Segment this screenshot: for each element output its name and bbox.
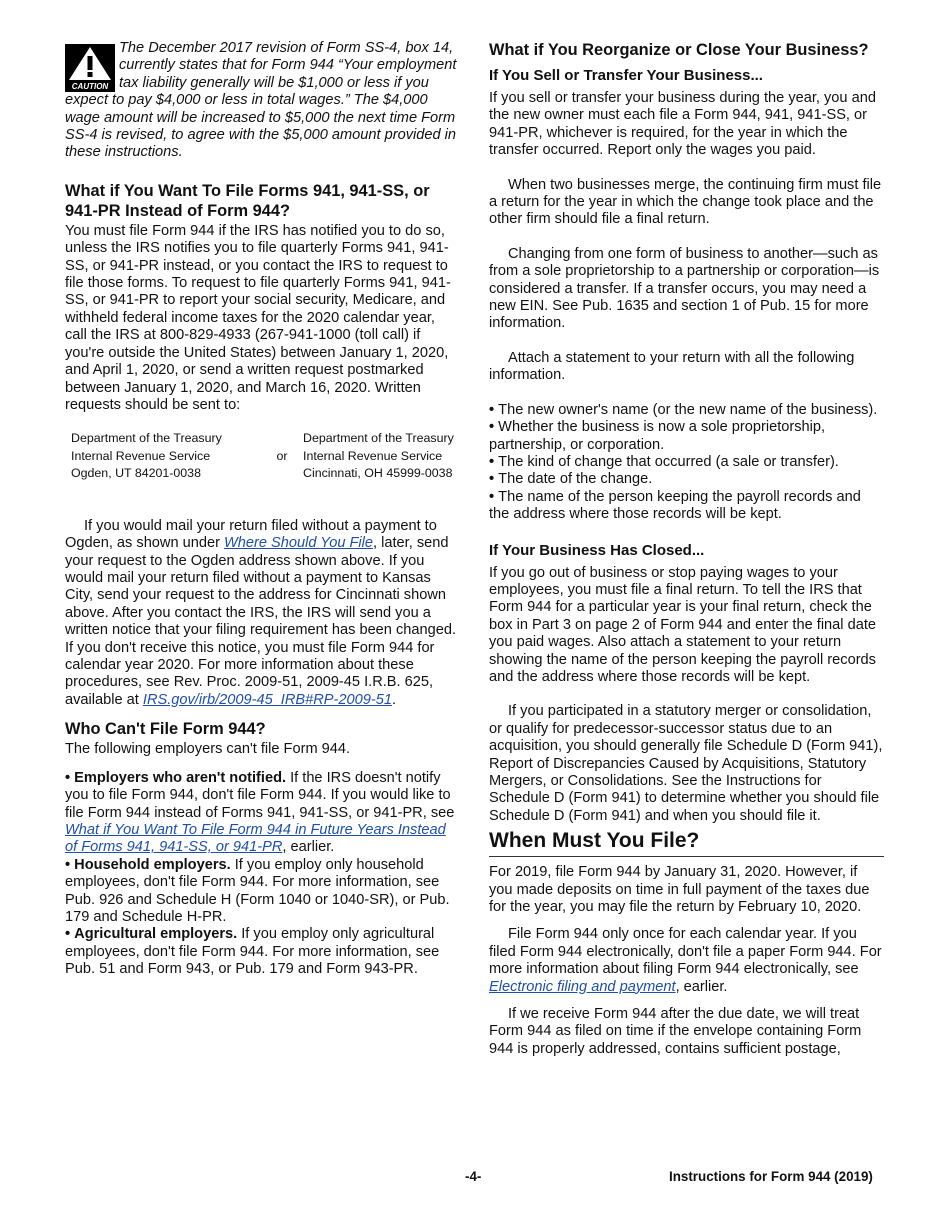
list-item: • Whether the business is now a sole proprietorship, partnership, or corporation. [489, 419, 884, 454]
footer-title: Instructions for Form 944 (2019) [669, 1169, 873, 1184]
paragraph: For 2019, file Form 944 by January 31, 2020. However, if you made deposits on time in full payment of the taxes due for the year, you may file the return by February 10, 2020. [489, 864, 870, 916]
info-list [489, 402, 884, 524]
section-heading-who-cant-file: Who Can't File Form 944? [65, 720, 266, 739]
list-item: • The new owner's name (or the new name of the business). [489, 402, 884, 419]
caution-text: The December 2017 revision of Form SS-4, box 14, currently states that for Form 944 “Your employment tax liability generally will be $1,000 or less if you expect to pay $4,000 or less in total wages.” The $4,000 wage amount will be increased to $5,000 the next time Form SS-4 is revised, to agree with the $5,000 amount provided in these instructions. [65, 40, 457, 161]
file-form-944-future-years-link[interactable]: What if You Want To File Form 944 in Future Years Instead of Forms 941, 941-SS, or 941-PR [65, 821, 446, 856]
list-item: • Household employers. If you employ only household employees, don't file Form 944. For more information, see Pub. 926 and Schedule H (Form 1040 or 1040-SR), or Pub. 179 and Schedule H-PR. [65, 857, 460, 927]
paragraph: The following employers can't file Form 944. [65, 741, 351, 758]
paragraph: Attach a statement to your return with all the following information. [489, 349, 855, 384]
irs-irb-link[interactable]: IRS.gov/irb/2009-45_IRB#RP-2009-51 [142, 691, 392, 708]
list-item: • The date of the change. [489, 471, 884, 488]
section-heading-when-file: When Must You File? [489, 828, 884, 857]
left-column [65, 40, 460, 979]
paragraph: If you participated in a statutory merger or consolidation, or qualify for predecessor-successor status due to an acquisition, you should generally file Schedule D (Form 941), Report of Discrepancies Caused by Acquisitions, Statutory Mergers, or Consolidations. See the Instructions for Schedule D (Form 941) to determine whether you should file Schedule D (Form 941) and when you should file it. [489, 703, 883, 824]
address-or: or [276, 448, 288, 463]
list-item: • Employers who aren't notified. If the IRS doesn't notify you to file Form 944, don't file Form 944. If you would like to file Form 944 instead of Forms 941, 941-SS, or 941-PR, see What if You Want To File Form 944 in Future Years Instead of Forms 941, 941-SS, or 941-PR, earlier. [65, 770, 460, 857]
caution-label: CAUTION [71, 82, 109, 91]
address-ogden: Department of the Treasury Internal Revenue Service Ogden, UT 84201-0038 [71, 431, 222, 481]
paragraph: If you would mail your return filed without a payment to Ogden, as shown under Where Should You File, later, send your request to the Ogden address shown above. If you would mail your return filed without a payment to Kansas City, send your request to the address for Cincinnati shown above. After you contact the IRS, the IRS will send you a written notice that your filing requirement has been changed. If you don't receive this notice, you must file Form 944 for calendar year 2020. For more information about these procedures, see Rev. Proc. 2009-51, 2009-45 I.R.B. 625, available at IRS.gov/irb/2009-45_IRB#RP-2009-51. [65, 517, 457, 708]
section-heading-file-941: What if You Want To File Forms 941, 941-SS, or 941-PR Instead of Form 944? [65, 181, 430, 220]
list-item: • The kind of change that occurred (a sale or transfer). [489, 454, 884, 471]
where-should-you-file-link[interactable]: Where Should You File [224, 535, 374, 552]
electronic-filing-link[interactable]: Electronic filing and payment [489, 978, 676, 995]
paragraph: If you go out of business or stop paying wages to your employees, you must file a final return. To tell the IRS that Form 944 for a particular year is your final return, check the box in Part 3 on page 2 of Form 944 and enter the final date you paid wages. Also attach a statement to your return showing the name of the person keeping the payroll records and the address where those records will be kept. [489, 564, 876, 685]
list-item: • The name of the person keeping the payroll records and the address where those records will be kept. [489, 489, 884, 524]
address-cincinnati: Department of the Treasury Internal Revenue Service Cincinnati, OH 45999-0038 [303, 431, 454, 481]
section-heading-reorganize: What if You Reorganize or Close Your Business? [489, 41, 869, 59]
paragraph: Changing from one form of business to another—such as from a sole proprietorship to a partnership or corporation—is considered a transfer. If a transfer occurs, you may need a new EIN. See Pub. 1635 and section 1 of Pub. 15 for more information. [489, 245, 880, 332]
paragraph: If you sell or transfer your business during the year, you and the new owner must each file a Form 944, 941, 941-SS, or 941-PR, whichever is required, for the year in which the transfer occurred. Report only the wages you paid. [489, 90, 876, 159]
list-item: • Agricultural employers. If you employ only agricultural employees, don't file Form 944. For more information, see Pub. 51 and Form 943, or Pub. 179 and Form 943-PR. [65, 926, 460, 978]
address-table [71, 430, 454, 483]
subheading-sell-transfer: If You Sell or Transfer Your Business... [489, 67, 763, 84]
paragraph: If we receive Form 944 after the due date, we will treat Form 944 as filed on time if the envelope containing Form 944 is properly addressed, contains sufficient postage, [489, 1006, 862, 1057]
right-column [489, 40, 884, 1058]
paragraph: When two businesses merge, the continuing firm must file a return for the year in which the change took place and the other firm should file a final return. [489, 176, 882, 228]
paragraph: You must file Form 944 if the IRS has notified you to do so, unless the IRS notifies you to file quarterly Forms 941, 941-SS, or 941-PR instead, or you contact the IRS to request to file those forms. To request to file quarterly Forms 941, 941-SS, or 941-PR to report your social security, Medicare, and withheld federal income taxes for the 2020 calendar year, call the IRS at 800-829-4933 (267-941-1000 (toll call) if you're outside the United States) between January 1, 2020, and April 1, 2020, or send a written request postmarked between January 1, 2020, and March 16, 2020. Written requests should be sent to: [65, 222, 451, 413]
caution-note [65, 40, 460, 162]
caution-icon [65, 44, 115, 92]
paragraph: File Form 944 only once for each calendar year. If you filed Form 944 electronically, don't file a paper Form 944. For more information about filing Form 944 electronically, see Electronic filing and payment, earlier. [489, 926, 882, 995]
page-number: -4- [465, 1169, 482, 1184]
subheading-business-closed: If Your Business Has Closed... [489, 541, 705, 559]
